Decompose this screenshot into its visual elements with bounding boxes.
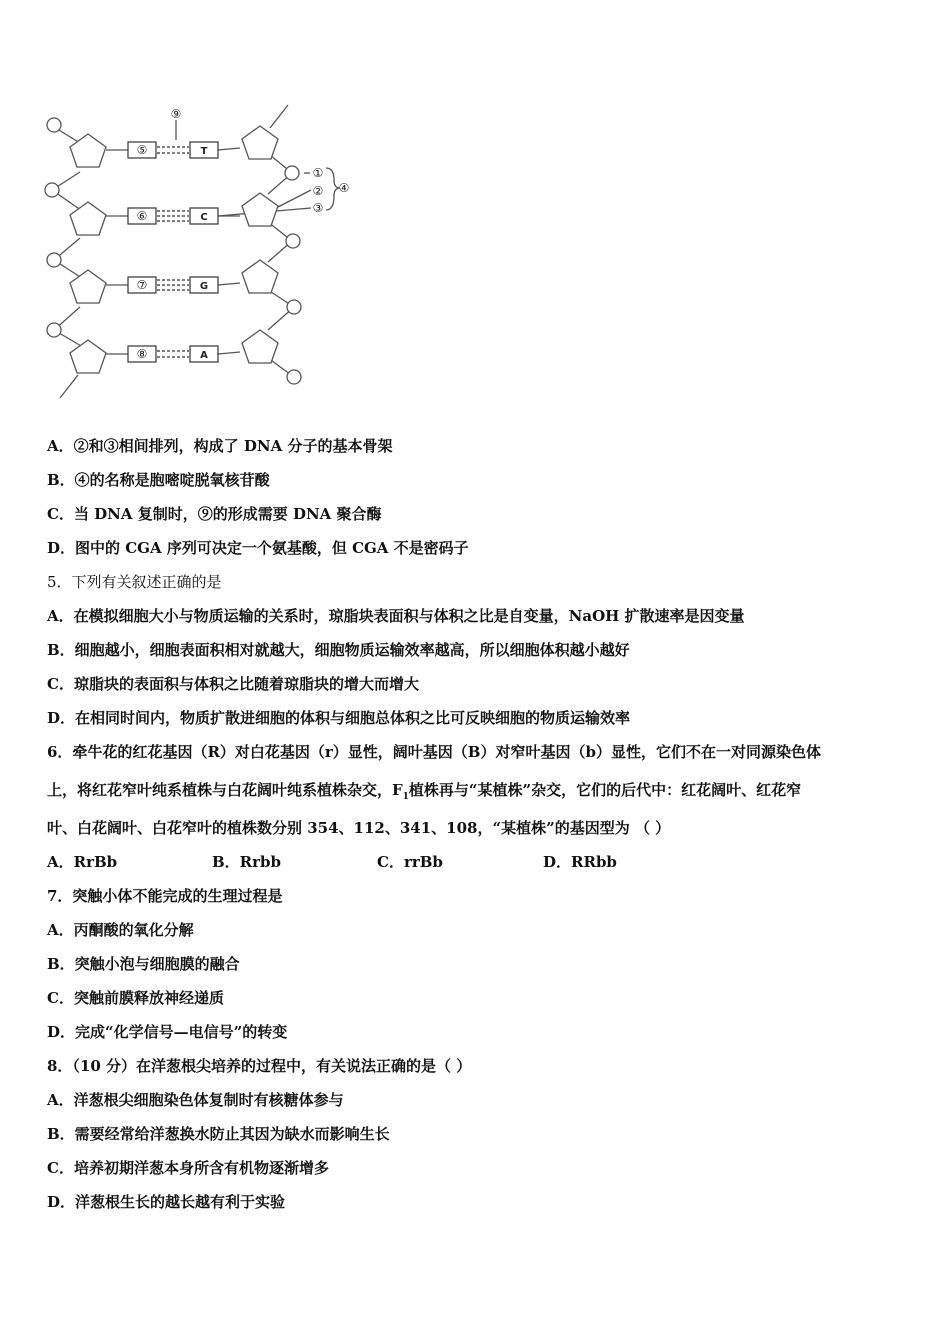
q4-option-d: D．图中的 CGA 序列可决定一个氨基酸，但 CGA 不是密码子 <box>47 539 469 557</box>
q6-stem-line1: 6．牵牛花的红花基因（R）对白花基因（r）显性，阔叶基因（B）对窄叶基因（b）显性，它们不在一对同源染色体 <box>47 743 821 761</box>
q6-stem-line2: 上，将红花窄叶纯系植株与白花阔叶纯系植株杂交，$F_1$植株再与“某植株”杂交，它们的后代中：红花阔叶、红花窄 <box>47 781 802 802</box>
q7-option-c: C．突触前膜释放神经递质 <box>47 989 224 1007</box>
label-6: ⑥ <box>136 209 148 223</box>
q6-option-d: D．RRbb <box>543 853 617 871</box>
label-7: ⑦ <box>136 278 148 292</box>
q7-option-d: D．完成“化学信号—电信号”的转变 <box>47 1023 288 1041</box>
label-8: ⑧ <box>136 347 148 361</box>
label-2: ② <box>312 184 324 198</box>
label-9: ⑨ <box>170 107 182 121</box>
q6-option-a: A．RrBb <box>47 853 118 871</box>
q7-option-a: A．丙酮酸的氧化分解 <box>47 921 194 939</box>
q7-stem: 7．突触小体不能完成的生理过程是 <box>47 887 283 905</box>
base-c: C <box>200 212 208 223</box>
q8-option-a: A．洋葱根尖细胞染色体复制时有核糖体参与 <box>47 1091 344 1109</box>
q8-option-c: C．培养初期洋葱本身所含有机物逐渐增多 <box>47 1159 329 1177</box>
q8-stem: 8．（10 分）在洋葱根尖培养的过程中，有关说法正确的是（ ） <box>47 1057 472 1075</box>
label-1: ① <box>312 166 324 180</box>
q8-option-d: D．洋葱根生长的越长越有利于实验 <box>47 1193 286 1211</box>
base-a: A <box>200 350 208 361</box>
q6-option-c: C．rrBb <box>377 853 443 871</box>
q4-option-a: A．②和③相间排列，构成了 DNA 分子的基本骨架 <box>47 437 393 455</box>
label-4: ④ <box>338 181 350 195</box>
q7-option-b: B．突触小泡与细胞膜的融合 <box>47 955 240 973</box>
q5-option-a: A．在模拟细胞大小与物质运输的关系时，琼脂块表面积与体积之比是自变量，NaOH 扩散速率是因变量 <box>47 607 745 625</box>
q5-option-c: C．琼脂块的表面积与体积之比随着琼脂块的增大而增大 <box>47 675 419 693</box>
dna-structure-diagram <box>30 100 370 400</box>
q5-stem: 5．下列有关叙述正确的是 <box>47 573 222 591</box>
label-3: ③ <box>312 201 324 215</box>
q5-option-b: B．细胞越小，细胞表面积相对就越大，细胞物质运输效率越高，所以细胞体积越小越好 <box>47 641 630 659</box>
q6-option-b: B．Rrbb <box>212 853 282 871</box>
q4-option-b: B．④的名称是胞嘧啶脱氧核苷酸 <box>47 471 270 489</box>
q6-stem-line3: 叶、白花阔叶、白花窄叶的植株数分别 354、112、341、108，“某植株”的基因型为 （ ） <box>47 819 671 837</box>
base-g: G <box>199 281 209 292</box>
q4-option-c: C．当 DNA 复制时，⑨的形成需要 DNA 聚合酶 <box>47 505 382 523</box>
base-t: T <box>200 146 208 157</box>
q5-option-d: D．在相同时间内，物质扩散进细胞的体积与细胞总体积之比可反映细胞的物质运输效率 <box>47 709 631 727</box>
label-5: ⑤ <box>136 143 148 157</box>
q8-option-b: B．需要经常给洋葱换水防止其因为缺水而影响生长 <box>47 1125 390 1143</box>
